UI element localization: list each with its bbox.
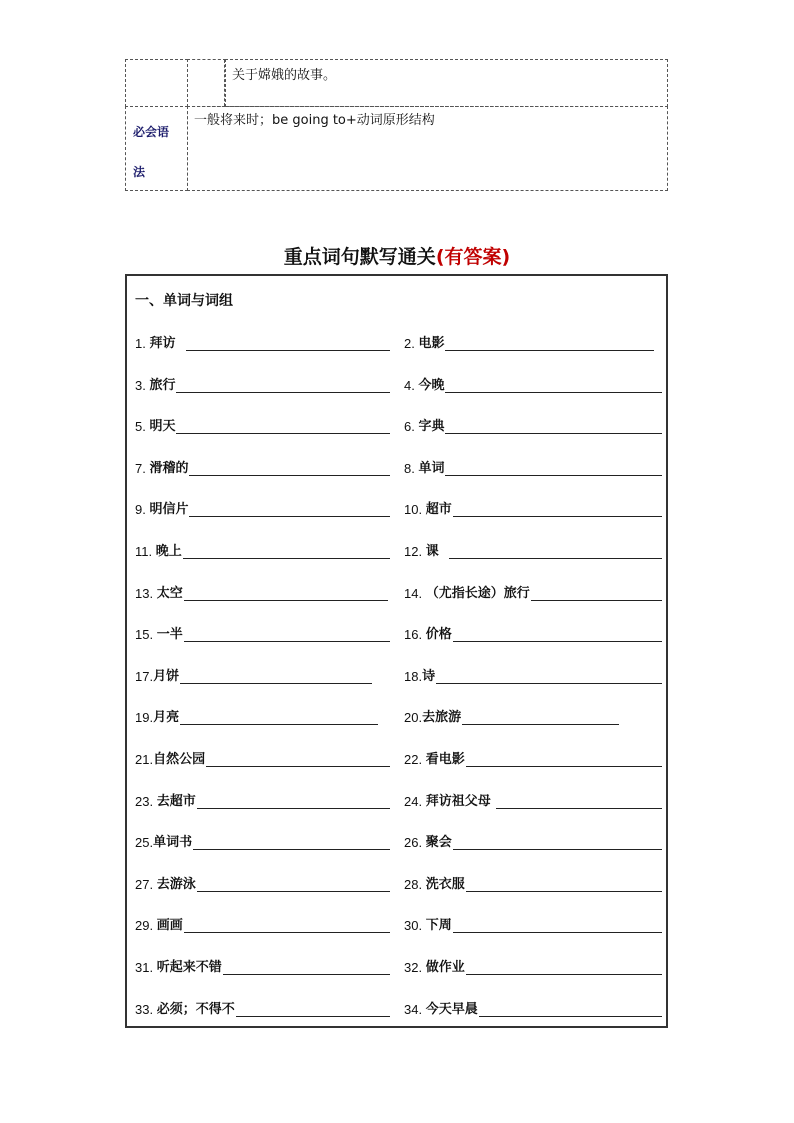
item-word: 单词书 xyxy=(153,835,193,851)
vocab-item xyxy=(135,497,390,517)
item-word: 一半 xyxy=(156,627,183,643)
item-number: 5. xyxy=(135,419,150,435)
answer-blank[interactable] xyxy=(453,626,662,642)
answer-blank[interactable] xyxy=(184,917,390,933)
vocab-item xyxy=(404,373,662,393)
section-title: 一、单词与词组 xyxy=(135,293,233,309)
vocab-item xyxy=(404,664,662,684)
answer-blank[interactable] xyxy=(193,834,390,850)
vocab-item xyxy=(135,913,390,933)
answer-blank[interactable] xyxy=(189,460,390,476)
vocab-item xyxy=(404,955,662,975)
item-word: （尤指长途）旅行 xyxy=(425,585,530,601)
answer-blank[interactable] xyxy=(445,377,662,393)
grammar-text: 一般将来时；be going to+动词原形结构 xyxy=(187,106,668,191)
answer-blank[interactable] xyxy=(466,876,662,892)
answer-blank[interactable] xyxy=(453,501,662,517)
item-number: 18. xyxy=(404,668,423,684)
item-word: 聚会 xyxy=(425,835,452,851)
item-number: 8. xyxy=(404,460,419,476)
answer-blank[interactable] xyxy=(445,335,654,351)
item-number: 1. xyxy=(135,336,150,351)
item-number: 20. xyxy=(404,710,423,726)
answer-blank[interactable] xyxy=(186,335,390,351)
answer-blank[interactable] xyxy=(466,959,662,975)
vocab-item xyxy=(404,581,662,601)
vocab-item xyxy=(135,997,390,1017)
item-word: 价格 xyxy=(425,627,452,643)
title-answer-note: (有答案) xyxy=(435,246,511,268)
item-number: 34. xyxy=(404,1001,426,1017)
table-cell-empty xyxy=(187,59,226,107)
answer-blank[interactable] xyxy=(180,709,378,725)
item-word: 超市 xyxy=(425,502,452,518)
story-text: 关于嫦娥的故事。 xyxy=(225,59,668,107)
item-word: 做作业 xyxy=(425,960,465,975)
answer-blank[interactable] xyxy=(445,418,662,434)
vocab-item xyxy=(135,456,390,476)
answer-blank[interactable] xyxy=(176,377,390,393)
item-word: 拜访 xyxy=(149,336,185,351)
lesson-summary-table xyxy=(125,59,668,191)
item-word: 看电影 xyxy=(425,752,465,767)
item-number: 13. xyxy=(135,585,157,601)
item-word: 听起来不错 xyxy=(156,960,222,975)
answer-blank[interactable] xyxy=(236,1001,390,1017)
grammar-label-line1: 必会语 xyxy=(133,125,170,139)
item-number: 10. xyxy=(404,502,426,518)
answer-blank[interactable] xyxy=(479,1001,662,1017)
answer-blank[interactable] xyxy=(445,460,662,476)
table-cell-empty xyxy=(125,59,188,107)
vocab-item xyxy=(135,373,390,393)
answer-blank[interactable] xyxy=(184,585,388,601)
vocab-item xyxy=(135,664,372,684)
answer-blank[interactable] xyxy=(449,543,662,559)
vocab-item xyxy=(404,414,662,434)
grammar-label-line2: 法 xyxy=(133,165,146,179)
item-number: 14. xyxy=(404,585,426,601)
vocab-item xyxy=(404,997,662,1017)
item-word: 字典 xyxy=(418,419,445,435)
answer-blank[interactable] xyxy=(223,959,390,975)
item-number: 24. xyxy=(404,793,426,809)
answer-blank[interactable] xyxy=(453,917,662,933)
item-number: 11. xyxy=(135,544,156,559)
item-number: 23. xyxy=(135,793,157,809)
item-word: 滑稽的 xyxy=(149,460,189,476)
vocab-item xyxy=(404,747,662,767)
answer-blank[interactable] xyxy=(453,834,662,850)
item-number: 27. xyxy=(135,876,157,892)
item-word: 去旅游 xyxy=(422,710,462,726)
vocab-item xyxy=(404,497,662,517)
title-main: 重点词句默写通关 xyxy=(283,246,436,268)
vocab-item xyxy=(135,872,390,892)
item-number: 4. xyxy=(404,377,419,393)
item-number: 28. xyxy=(404,876,426,892)
answer-blank[interactable] xyxy=(531,585,662,601)
item-word: 月饼 xyxy=(153,668,180,684)
item-number: 29. xyxy=(135,918,157,934)
item-word: 太空 xyxy=(156,585,183,601)
vocab-item xyxy=(135,705,378,725)
item-number: 25. xyxy=(135,835,154,851)
item-number: 12. xyxy=(404,544,426,559)
vocab-item xyxy=(404,456,662,476)
item-word: 明信片 xyxy=(149,502,189,518)
item-number: 2. xyxy=(404,336,419,351)
item-number: 15. xyxy=(135,627,157,643)
item-word: 洗衣服 xyxy=(425,876,465,892)
item-word: 月亮 xyxy=(153,710,180,726)
vocab-item xyxy=(135,539,390,559)
item-word: 明天 xyxy=(149,419,176,435)
item-number: 26. xyxy=(404,835,426,851)
answer-blank[interactable] xyxy=(436,668,662,684)
page-title xyxy=(0,242,794,269)
item-number: 16. xyxy=(404,627,426,643)
answer-blank[interactable] xyxy=(496,793,662,809)
answer-blank[interactable] xyxy=(184,626,390,642)
item-number: 19. xyxy=(135,710,154,726)
item-word: 今晚 xyxy=(418,377,445,393)
vocab-item xyxy=(135,414,390,434)
vocab-item xyxy=(404,913,662,933)
answer-blank[interactable] xyxy=(189,501,390,517)
item-number: 30. xyxy=(404,918,426,934)
item-word: 单词 xyxy=(418,460,445,476)
item-word: 旅行 xyxy=(149,377,176,393)
item-word: 晚上 xyxy=(155,544,182,559)
answer-blank[interactable] xyxy=(180,668,372,684)
item-number: 6. xyxy=(404,419,419,435)
item-number: 33. xyxy=(135,1001,157,1017)
vocab-item xyxy=(404,789,662,809)
item-word: 必须；不得不 xyxy=(156,1001,235,1017)
item-number: 31. xyxy=(135,960,157,975)
item-number: 3. xyxy=(135,377,150,393)
vocab-item xyxy=(135,622,390,642)
vocab-item xyxy=(135,331,390,351)
vocab-item xyxy=(404,331,654,351)
item-number: 21. xyxy=(135,752,154,767)
answer-blank[interactable] xyxy=(206,751,390,767)
answer-blank[interactable] xyxy=(176,418,390,434)
answer-blank[interactable] xyxy=(462,709,619,725)
item-word: 拜访祖父母 xyxy=(425,793,496,809)
answer-blank[interactable] xyxy=(466,751,662,767)
item-word: 诗 xyxy=(422,668,436,684)
answer-blank[interactable] xyxy=(197,793,390,809)
vocab-item xyxy=(135,955,390,975)
item-number: 7. xyxy=(135,460,150,476)
vocab-item xyxy=(404,830,662,850)
grammar-label-cell xyxy=(125,106,188,191)
vocab-item xyxy=(404,622,662,642)
item-word: 去超市 xyxy=(156,793,196,809)
item-word: 去游泳 xyxy=(156,876,196,892)
item-word: 自然公园 xyxy=(153,752,206,767)
item-word: 今天早晨 xyxy=(425,1001,478,1017)
vocab-item xyxy=(135,747,390,767)
item-number: 32. xyxy=(404,960,426,975)
answer-blank[interactable] xyxy=(183,543,390,559)
item-word: 下周 xyxy=(425,918,452,934)
item-number: 17. xyxy=(135,668,154,684)
vocab-item xyxy=(135,789,390,809)
item-word: 电影 xyxy=(418,336,445,351)
vocab-item xyxy=(404,705,619,725)
vocab-item xyxy=(404,872,662,892)
item-number: 22. xyxy=(404,752,426,767)
answer-blank[interactable] xyxy=(197,876,390,892)
vocab-item xyxy=(135,830,390,850)
vocab-item xyxy=(135,581,388,601)
item-word: 课 xyxy=(425,544,448,559)
item-number: 9. xyxy=(135,502,150,518)
vocab-item xyxy=(404,539,662,559)
item-word: 画画 xyxy=(156,918,183,934)
vocabulary-exercise-box xyxy=(125,274,668,1028)
